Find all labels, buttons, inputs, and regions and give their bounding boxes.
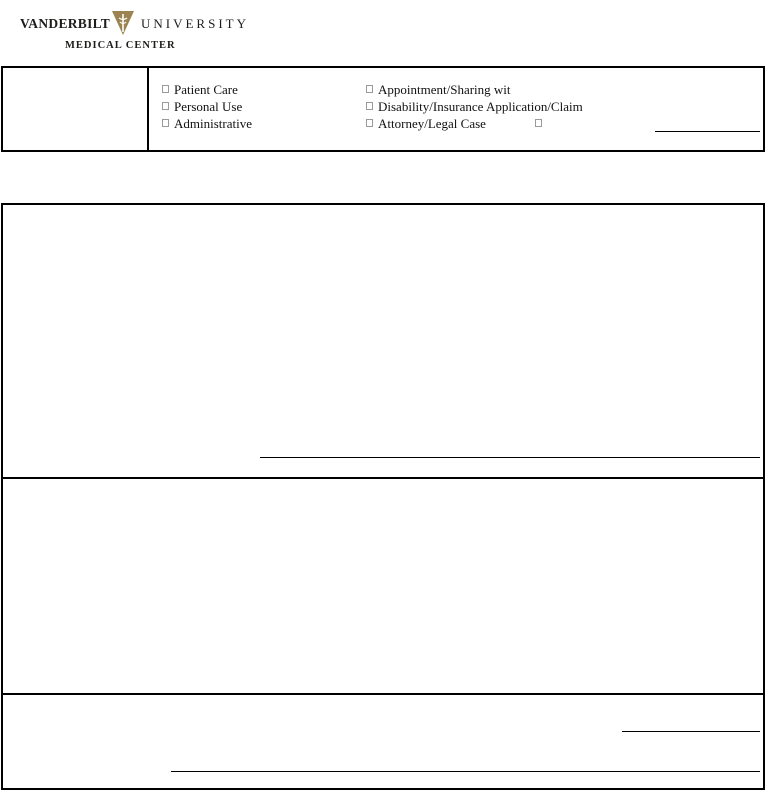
purpose-section bbox=[1, 66, 765, 152]
other-purpose-field[interactable] bbox=[655, 131, 760, 132]
witness-line[interactable] bbox=[171, 771, 760, 772]
column-divider bbox=[147, 68, 149, 150]
checkbox-icon[interactable] bbox=[162, 102, 169, 110]
option-other-checkbox[interactable] bbox=[535, 119, 542, 127]
signature-line[interactable] bbox=[260, 457, 760, 458]
section-divider-2 bbox=[3, 693, 763, 695]
section-divider-1 bbox=[3, 477, 763, 479]
option-appointment-sharing[interactable]: Appointment/Sharing wit bbox=[366, 82, 511, 97]
logo-word-vanderbilt: VANDERBILT bbox=[20, 16, 111, 31]
option-attorney-legal[interactable]: Attorney/Legal Case bbox=[366, 116, 486, 131]
date-line[interactable] bbox=[622, 731, 760, 732]
checkbox-icon[interactable] bbox=[162, 85, 169, 93]
logo-word-university: UNIVERSITY bbox=[141, 16, 249, 31]
option-administrative[interactable]: Administrative bbox=[162, 116, 252, 131]
vanderbilt-v-logo-icon bbox=[111, 10, 135, 36]
checkbox-icon[interactable] bbox=[366, 102, 373, 110]
vumc-logo bbox=[20, 10, 249, 54]
option-disability-insurance[interactable]: Disability/Insurance Application/Claim bbox=[366, 99, 583, 114]
option-personal-use[interactable]: Personal Use bbox=[162, 99, 242, 114]
option-patient-care[interactable]: Patient Care bbox=[162, 82, 238, 97]
checkbox-icon[interactable] bbox=[366, 119, 373, 127]
checkbox-icon[interactable] bbox=[162, 119, 169, 127]
form-body bbox=[1, 203, 765, 790]
checkbox-icon[interactable] bbox=[366, 85, 373, 93]
logo-subtitle: MEDICAL CENTER bbox=[65, 40, 176, 51]
